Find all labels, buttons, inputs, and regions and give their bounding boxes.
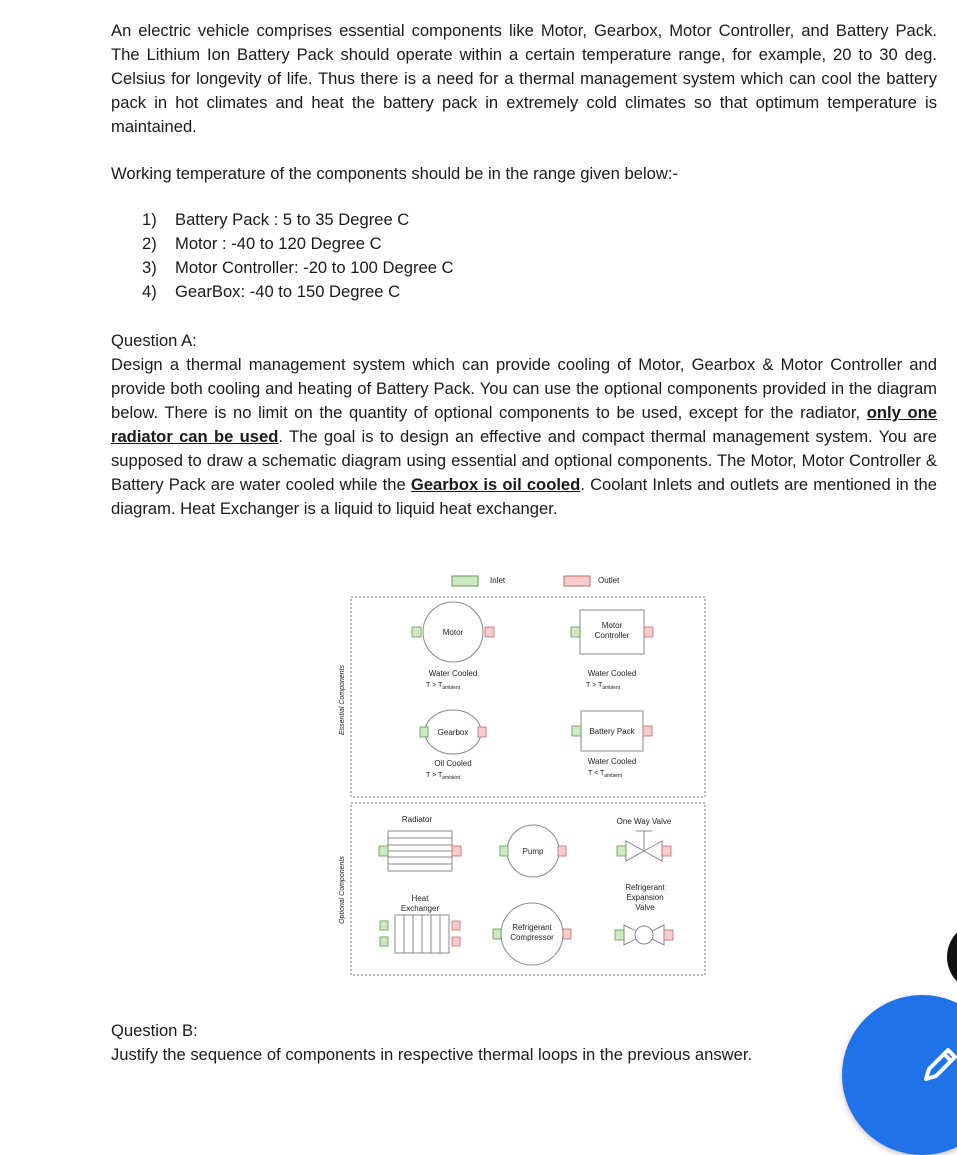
expansion-valve-label-3: Valve	[635, 903, 655, 912]
question-b-heading: Question B:	[111, 1021, 198, 1040]
list-number: 4)	[142, 282, 157, 301]
edit-fab-button[interactable]	[842, 995, 957, 1155]
refrigerant-compressor-outlet	[563, 929, 571, 939]
one-way-valve-symbol	[626, 831, 662, 861]
intro-paragraph: An electric vehicle comprises essential components like Motor, Gearbox, Motor Controller, and Battery Pack. The Lithium Ion Battery Pack should operate within a certain temperature range, for example, 20 to 30 deg. Celsius for longevity of life. Thus there is a need for a thermal management system which can cool the battery pack in hot climates and heat the battery pack in extremely cold climates so that optimum temperature is maintained.	[111, 21, 937, 136]
legend-inlet-label: Inlet	[490, 576, 506, 585]
refrigerant-compressor-label-2: Compressor	[510, 933, 554, 942]
list-item	[142, 232, 454, 256]
question-a-part2: . The goal is to design an effective and compact thermal management system. You are supposed to draw a schematic diagram using essential and optional components. The Motor, Motor Controller & Battery Pack are water cooled while the	[111, 427, 937, 494]
legend-outlet-swatch	[564, 576, 590, 586]
question-a-part1: Design a thermal management system which can provide cooling of Motor, Gearbox & Motor Controller and provide both cooling and heating of Battery Pack. You can use the optional components provided in the diagram below. There is no limit on the quantity of optional components to be used, except for the radiator,	[111, 355, 937, 422]
radiator-label: Radiator	[401, 815, 433, 824]
expansion-valve-symbol	[624, 925, 664, 945]
battery-pack-inlet	[572, 726, 581, 736]
motor-controller-outlet	[644, 627, 653, 637]
one-way-valve-label: One Way Valve	[616, 817, 672, 826]
radiator-inlet	[379, 846, 388, 856]
motor-inlet	[412, 627, 421, 637]
optional-components-label: Optional Components	[339, 856, 346, 924]
battery-pack-label: Battery Pack	[589, 727, 635, 736]
gearbox-label: Gearbox	[437, 728, 469, 737]
motor-label: Motor	[442, 628, 464, 637]
radiator-constraint: only one radiator can be used	[111, 403, 937, 446]
legend-inlet-swatch	[452, 576, 478, 586]
radiator-symbol	[388, 831, 452, 871]
essential-components-label: Essential Components	[339, 664, 346, 736]
gearbox-oil-cooled: Gearbox is oil cooled	[410, 475, 581, 494]
motor-cooling-label: Water Cooled	[428, 669, 478, 678]
expansion-valve-label-1: Refrigerant	[625, 883, 665, 892]
list-text: GearBox: -40 to 150 Degree C	[175, 282, 401, 301]
heat-exchanger-outlet-2	[452, 937, 460, 946]
background-fab-edge	[947, 922, 957, 992]
heat-exchanger-inlet-2	[380, 937, 388, 946]
motor-outlet	[485, 627, 494, 637]
list-text: Motor : -40 to 120 Degree C	[175, 234, 382, 253]
refrigerant-compressor-inlet	[493, 929, 501, 939]
gearbox-cooling-label: Oil Cooled	[434, 759, 472, 768]
refrigerant-compressor-label-1: Refrigerant	[512, 923, 552, 932]
motor-temp-label: $T > T_{ambient}$	[426, 682, 461, 691]
list-item	[142, 256, 454, 280]
list-text: Battery Pack : 5 to 35 Degree C	[175, 210, 410, 229]
pump-inlet	[500, 846, 508, 856]
question-a-part3: . Coolant Inlets and outlets are mentioned in the diagram. Heat Exchanger is a liquid to liquid heat exchanger.	[111, 475, 938, 518]
motor-controller-label-2: Controller	[594, 631, 630, 640]
heat-exchanger-outlet-1	[452, 921, 460, 930]
temperature-range-list	[142, 208, 454, 304]
list-number: 2)	[142, 234, 157, 253]
battery-pack-cooling-label: Water Cooled	[587, 757, 637, 766]
list-text: Motor Controller: -20 to 100 Degree C	[175, 258, 454, 277]
expansion-valve-label-2: Expansion	[626, 893, 664, 902]
heat-exchanger-inlet-1	[380, 921, 388, 930]
heat-exchanger-symbol	[395, 915, 449, 953]
gearbox-outlet	[478, 727, 486, 737]
heat-exchanger-label-1: Heat	[411, 894, 429, 903]
pump-label: Pump	[522, 847, 544, 856]
battery-pack-outlet	[643, 726, 652, 736]
list-item	[142, 280, 454, 304]
pencil-icon	[920, 1045, 957, 1085]
working-temp-text: Working temperature of the components should be in the range given below:-	[111, 164, 678, 183]
motor-controller-inlet	[571, 627, 580, 637]
radiator-outlet	[452, 846, 461, 856]
legend-outlet-label: Outlet	[598, 576, 620, 585]
one-way-valve-outlet	[662, 846, 671, 856]
heat-exchanger-label-2: Exchanger	[400, 904, 440, 913]
gearbox-temp-label: $T > T_{ambient}$	[426, 772, 461, 781]
expansion-valve-inlet	[615, 930, 624, 940]
expansion-valve-outlet	[664, 930, 673, 940]
pump-outlet	[558, 846, 566, 856]
motor-controller-cooling-label: Water Cooled	[587, 669, 637, 678]
one-way-valve-inlet	[617, 846, 626, 856]
thermal-components-diagram	[320, 565, 720, 985]
motor-controller-label-1: Motor	[601, 621, 623, 630]
battery-pack-temp-label: $T < T_{ambient}$	[588, 770, 623, 779]
list-number: 3)	[142, 258, 157, 277]
question-b-text: Justify the sequence of components in respective thermal loops in the previous answer.	[111, 1045, 753, 1064]
question-a-heading: Question A:	[111, 331, 197, 350]
question-a-text	[111, 353, 937, 521]
list-item	[142, 208, 454, 232]
motor-controller-temp-label: $T > T_{ambient}$	[586, 682, 621, 691]
gearbox-inlet	[420, 727, 428, 737]
list-number: 1)	[142, 210, 157, 229]
